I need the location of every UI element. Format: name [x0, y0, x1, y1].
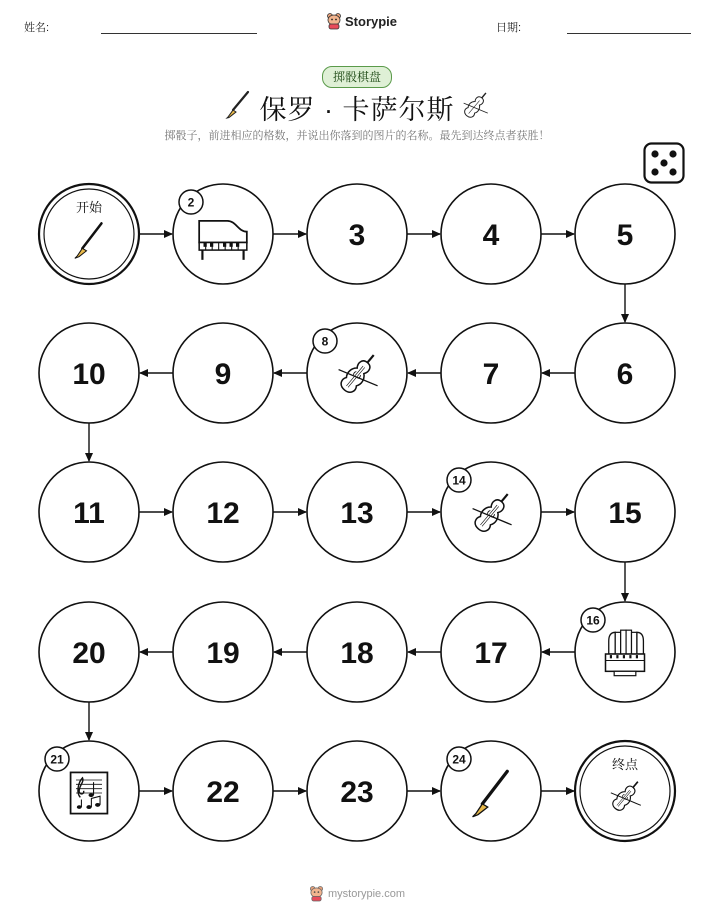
- cell-number: 6: [616, 358, 634, 391]
- cell-number: 5: [616, 219, 634, 252]
- board-cell-16: [575, 602, 675, 702]
- organ-icon: [606, 630, 645, 676]
- cell-number: 17: [474, 637, 508, 670]
- name-label: 姓名:: [24, 22, 50, 34]
- cell-number: 13: [340, 497, 374, 530]
- board-cell-25: [575, 741, 675, 841]
- cell-number-badge: 8: [321, 334, 329, 349]
- instructions: 掷骰子，前进相应的格数，并说出你落到的图片的名称。最先到达终点者获胜！: [164, 130, 550, 142]
- board-cell-12: [173, 462, 273, 562]
- cell-number: 7: [482, 358, 500, 391]
- page-title: 保罗 · 卡萨尔斯: [259, 95, 455, 125]
- board-cell-6: [575, 323, 675, 423]
- board-cell-23: [307, 741, 407, 841]
- cell-number: 15: [608, 497, 642, 530]
- board-cell-17: [441, 602, 541, 702]
- board-cell-14: [441, 462, 541, 562]
- cell-number: 10: [72, 358, 106, 391]
- cell-number: 9: [214, 358, 232, 391]
- cell-number: 23: [340, 776, 374, 809]
- board-cell-21: [39, 741, 139, 841]
- board-cell-4: [441, 184, 541, 284]
- cell-number: 19: [206, 637, 240, 670]
- board-cell-15: [575, 462, 675, 562]
- storypie-mascot-icon: [309, 885, 324, 902]
- start-label: 开始: [75, 201, 103, 216]
- board-cell-8: [307, 323, 407, 423]
- board-cell-24: [441, 741, 541, 841]
- cell-number: 4: [482, 219, 500, 252]
- cell-number: 22: [206, 776, 240, 809]
- board-cell-19: [173, 602, 273, 702]
- board-cell-18: [307, 602, 407, 702]
- brand-name: Storypie: [345, 13, 398, 29]
- board-cell-7: [441, 323, 541, 423]
- cell-number-badge: 2: [187, 195, 195, 210]
- board-cell-3: [307, 184, 407, 284]
- cell-number-badge: 24: [452, 752, 466, 767]
- end-label: 终点: [611, 758, 639, 773]
- cell-number-badge: 14: [452, 473, 466, 488]
- board-cell-20: [39, 602, 139, 702]
- cell-number: 11: [73, 497, 105, 530]
- board-cell-1: [39, 184, 139, 284]
- date-label: 日期:: [496, 22, 522, 34]
- board-cell-2: [173, 184, 273, 284]
- worksheet-type-badge: 掷骰棋盘: [322, 66, 392, 88]
- footer-url: mystorypie.com: [328, 887, 406, 900]
- board-cell-9: [173, 323, 273, 423]
- board-cell-10: [39, 323, 139, 423]
- board-cell-22: [173, 741, 273, 841]
- cell-number: 3: [348, 219, 366, 252]
- cell-number-badge: 16: [586, 613, 600, 628]
- footer-brand: [309, 885, 405, 902]
- cell-number: 18: [340, 637, 374, 670]
- board-cell-5: [575, 184, 675, 284]
- board-cell-13: [307, 462, 407, 562]
- board-cell-11: [39, 462, 139, 562]
- cell-number-badge: 21: [50, 752, 64, 767]
- cell-number: 12: [206, 497, 240, 530]
- sheet-music-icon: [71, 772, 108, 813]
- cell-number: 20: [72, 637, 106, 670]
